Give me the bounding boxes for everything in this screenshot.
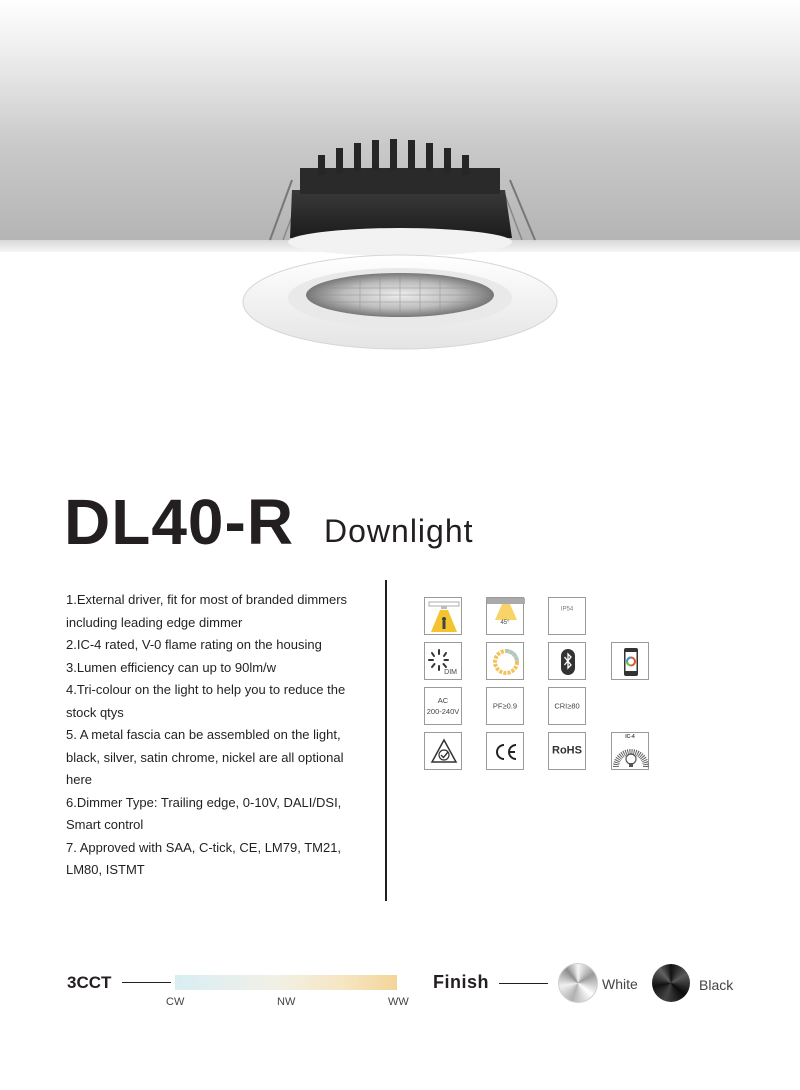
rcm-certification-icon [424,732,462,770]
ip-rating-label: IP54 [560,606,574,613]
feature-item: 6.Dimmer Type: Trailing edge, 0-10V, DALI/DSI, Smart control [66,794,342,832]
rohs-icon [548,732,586,770]
pf-label: PF≥0.9 [492,701,518,711]
finish-option-black: Black [699,977,734,993]
power-factor-icon [486,687,524,725]
rohs-label: RoHS [552,744,582,757]
model-name: DL40-R [64,486,295,558]
cct-tick-nw: NW [277,996,296,1008]
finish-label: Finish [433,972,489,992]
feature-item: 1.External driver, fit for most of branded dimmers including leading edge dimmer [66,592,348,630]
ac-voltage-icon [424,687,462,725]
ip-rating-icon [548,597,586,635]
ic4-label: IC-4 [625,734,635,740]
bluetooth-icon [548,642,586,680]
cct-gradient-bar [175,975,397,990]
color-temperature-icon [486,642,524,680]
feature-item: 3.Lumen efficiency can up to 90lm/w [66,659,277,675]
finish-connector-line [499,983,548,984]
cri-icon [548,687,586,725]
installation-icon [424,597,462,635]
ce-mark-icon [486,732,524,770]
cri-label: CRI≥80 [554,701,580,711]
feature-list [66,589,366,882]
feature-item: 5. A metal fascia can be assembled on the light, black, silver, satin chrome, nickel are all optional here [66,727,344,787]
beam-angle-label: 45° [500,620,510,626]
cct-label: 3CCT [67,973,112,992]
finish-swatch-white [558,963,598,1003]
feature-item: 4.Tri-colour on the light to help you to reduce the stock qtys [66,682,346,720]
cct-tick-ww: WW [388,996,409,1008]
cct-connector-line [122,982,171,983]
divider-line [385,580,387,901]
ac-label: AC [437,696,449,705]
ic4-rating-icon [611,732,649,770]
feature-item: 7. Approved with SAA, C-tick, CE, LM79, TM21, LM80, ISTMT [66,839,342,877]
smart-phone-icon [611,642,649,680]
dimmable-icon [424,642,462,680]
product-image [0,0,800,360]
product-type: Downlight [324,513,474,549]
cct-tick-cw: CW [166,996,185,1008]
beam-angle-icon [486,597,524,635]
dim-label: DIM [444,669,457,676]
ac-voltage-label: 200-240V [426,707,460,716]
feature-item: 2.IC-4 rated, V-0 flame rating on the housing [66,637,322,652]
finish-swatch-black [652,964,690,1002]
finish-option-white: White [602,976,638,992]
